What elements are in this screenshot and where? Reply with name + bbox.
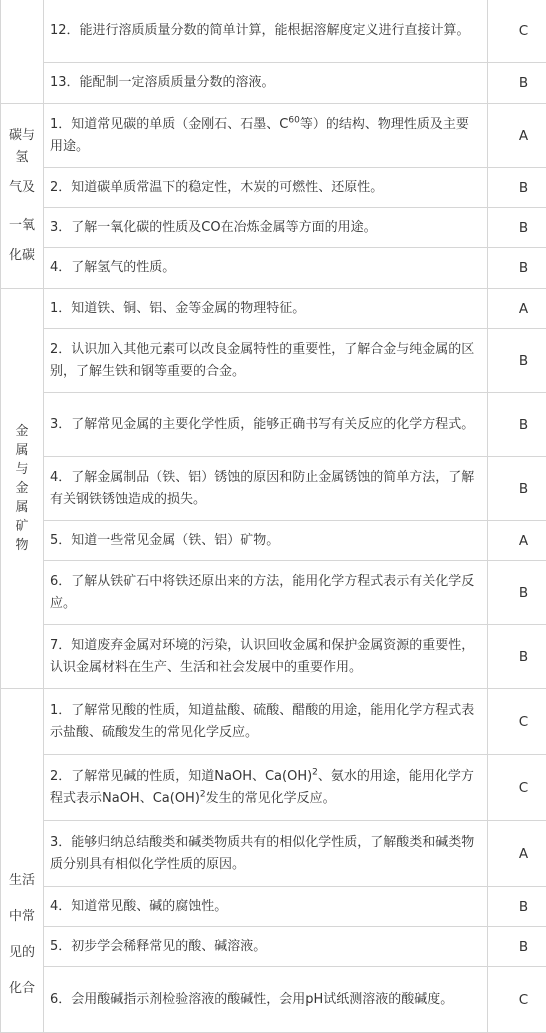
- requirement-text: 3．了解一氧化碳的性质及CO在冶炼金属等方面的用途。: [44, 208, 488, 248]
- category-char: 矿: [4, 517, 40, 536]
- requirement-text: 6．会用酸碱指示剂检验溶液的酸碱性，会用pH试纸测溶液的酸碱度。: [44, 967, 488, 1033]
- table-row: [1, 457, 546, 521]
- requirement-text: 4．了解氢气的性质。: [44, 248, 488, 289]
- requirement-text: 2．了解常见碱的性质，知道NaOH、Ca(OH)$^2$、氨水的用途，能用化学方程式表示NaOH、Ca(OH)$^2$发生的常见化学反应。: [44, 755, 488, 821]
- requirement-text: 7．知道废弃金属对环境的污染，认识回收金属和保护金属资源的重要性，认识金属材料在生产、生活和社会发展中的重要作用。: [44, 625, 488, 689]
- level-value: C: [488, 755, 546, 821]
- level-value: C: [488, 689, 546, 755]
- table-row: [1, 248, 546, 289]
- category-char: 金: [4, 479, 40, 498]
- category-char: 物: [4, 536, 40, 555]
- category-line: 中常: [4, 899, 40, 935]
- level-value: B: [488, 208, 546, 248]
- level-value: B: [488, 329, 546, 393]
- table-row: [1, 168, 546, 208]
- requirement-text: 4．了解金属制品（铁、铝）锈蚀的原因和防止金属锈蚀的简单方法，了解有关钢铁锈蚀造成的损失。: [44, 457, 488, 521]
- level-value: B: [488, 457, 546, 521]
- level-value: B: [488, 561, 546, 625]
- table-row: [1, 329, 546, 393]
- level-value: B: [488, 927, 546, 967]
- table-row: [1, 208, 546, 248]
- category-cell: [1, 0, 44, 104]
- category-char: 属: [4, 441, 40, 460]
- category-char: 与: [4, 460, 40, 479]
- requirement-text: 2．认识加入其他元素可以改良金属特性的重要性，了解合金与纯金属的区别，了解生铁和钢等重要的合金。: [44, 329, 488, 393]
- level-value: B: [488, 625, 546, 689]
- table-row: [1, 927, 546, 967]
- requirement-text: 6．了解从铁矿石中将铁还原出来的方法，能用化学方程式表示有关化学反应。: [44, 561, 488, 625]
- category-cell-carbon: [1, 104, 44, 289]
- table-row: [1, 289, 546, 329]
- table-row: [1, 689, 546, 755]
- category-cell-metal: [1, 289, 44, 689]
- category-line: 碳与氢: [4, 125, 40, 169]
- requirement-text: 12．能进行溶质质量分数的简单计算，能根据溶解度定义进行直接计算。: [44, 0, 488, 63]
- level-value: A: [488, 104, 546, 168]
- category-line: 生活: [4, 863, 40, 899]
- category-line: 化碳: [4, 245, 40, 267]
- table-row: [1, 0, 546, 63]
- category-line: 气及: [4, 169, 40, 207]
- requirement-text: 1．了解常见酸的性质，知道盐酸、硫酸、醋酸的用途，能用化学方程式表示盐酸、硫酸发生的常见化学反应。: [44, 689, 488, 755]
- category-char: 金: [4, 422, 40, 441]
- level-value: B: [488, 63, 546, 104]
- category-cell-compounds: [1, 689, 44, 1033]
- table-row: [1, 967, 546, 1033]
- level-value: B: [488, 393, 546, 457]
- requirement-text: 4．知道常见酸、碱的腐蚀性。: [44, 887, 488, 927]
- requirement-text: 1．知道常见碳的单质（金刚石、石墨、$C^{60}$等）的结构、物理性质及主要用途。: [44, 104, 488, 168]
- level-value: B: [488, 887, 546, 927]
- category-char: 属: [4, 498, 40, 517]
- requirement-text: 3．了解常见金属的主要化学性质，能够正确书写有关反应的化学方程式。: [44, 393, 488, 457]
- table-row: [1, 561, 546, 625]
- table-row: [1, 755, 546, 821]
- table-row: [1, 63, 546, 104]
- requirement-text: 5．初步学会稀释常见的酸、碱溶液。: [44, 927, 488, 967]
- table-row: [1, 104, 546, 168]
- table-row: [1, 821, 546, 887]
- level-value: C: [488, 967, 546, 1033]
- category-line: 见的: [4, 935, 40, 971]
- level-value: A: [488, 821, 546, 887]
- table-row: [1, 521, 546, 561]
- table-row: [1, 887, 546, 927]
- level-value: B: [488, 248, 546, 289]
- requirement-text: 1．知道铁、铜、铝、金等金属的物理特征。: [44, 289, 488, 329]
- requirement-text: 3．能够归纳总结酸类和碱类物质共有的相似化学性质，了解酸类和碱类物质分别具有相似化学性质的原因。: [44, 821, 488, 887]
- requirement-text: 5．知道一些常见金属（铁、铝）矿物。: [44, 521, 488, 561]
- level-value: A: [488, 289, 546, 329]
- requirement-text: 13．能配制一定溶质质量分数的溶液。: [44, 63, 488, 104]
- category-line: 化合: [4, 971, 40, 1007]
- category-line: 一氧: [4, 207, 40, 245]
- table-row: [1, 393, 546, 457]
- level-value: A: [488, 521, 546, 561]
- level-value: B: [488, 168, 546, 208]
- table-row: [1, 625, 546, 689]
- level-value: C: [488, 0, 546, 63]
- requirement-text: 2．知道碳单质常温下的稳定性，木炭的可燃性、还原性。: [44, 168, 488, 208]
